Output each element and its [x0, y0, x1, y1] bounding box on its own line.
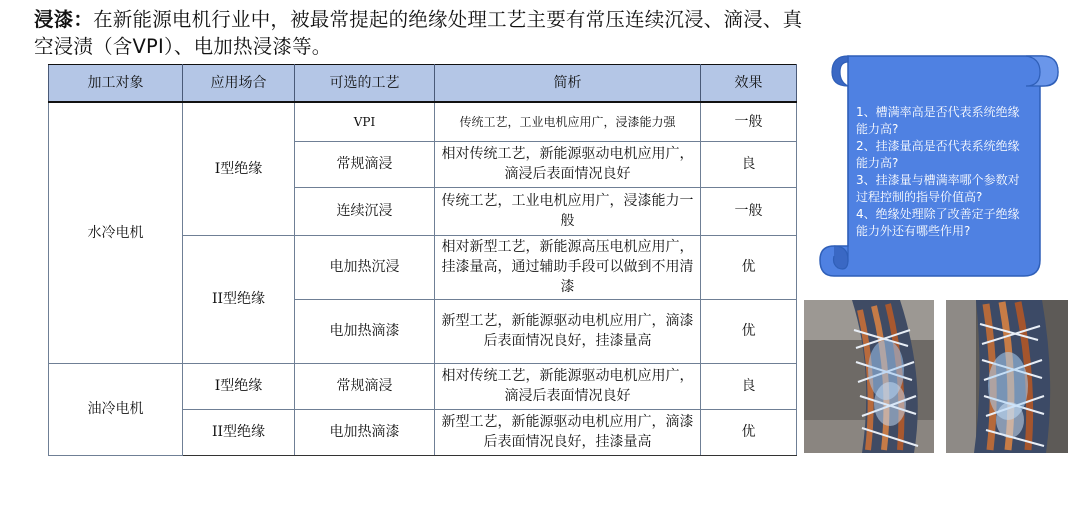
- question-list: [856, 104, 1028, 240]
- effect-cell: 良: [701, 363, 797, 409]
- slide-title: [34, 6, 814, 60]
- analysis-cell: 新型工艺，新能源驱动电机应用广，滴漆后表面情况良好，挂漆量高: [435, 299, 701, 363]
- table-row: [49, 102, 797, 141]
- app-type1-insulation-oil: I型绝缘: [183, 363, 295, 409]
- title-keyword: 浸漆：: [34, 8, 94, 31]
- stator-photo-1-image: [804, 300, 934, 453]
- header-effect: 效果: [701, 65, 797, 103]
- question-item: 2、挂漆量高是否代表系统绝缘能力高?: [856, 139, 1020, 170]
- header-object: 加工对象: [49, 65, 183, 103]
- group-water-cooled: 水冷电机: [49, 102, 183, 363]
- app-type2-insulation: II型绝缘: [183, 235, 295, 363]
- analysis-cell: 相对新型工艺，新能源高压电机应用广，挂漆量高，通过辅助手段可以做到不用清漆: [435, 235, 701, 299]
- process-cell: 电加热滴漆: [295, 299, 435, 363]
- analysis-cell: 传统工艺，工业电机应用广，浸漆能力强: [435, 102, 701, 141]
- process-table: [48, 64, 797, 456]
- question-scroll: [818, 46, 1066, 286]
- process-cell: 电加热滴漆: [295, 409, 435, 455]
- effect-cell: 优: [701, 299, 797, 363]
- process-cell: 常规滴浸: [295, 141, 435, 187]
- effect-cell: 优: [701, 409, 797, 455]
- app-type2-insulation-oil: II型绝缘: [183, 409, 295, 455]
- table-row: [49, 363, 797, 409]
- process-cell: VPI: [295, 102, 435, 141]
- effect-cell: 良: [701, 141, 797, 187]
- process-cell: 连续沉浸: [295, 187, 435, 235]
- table-header-row: [49, 65, 797, 103]
- stator-photo-2-image: [946, 300, 1068, 453]
- analysis-cell: 传统工艺，工业电机应用广，浸漆能力一般: [435, 187, 701, 235]
- process-cell: 电加热沉浸: [295, 235, 435, 299]
- app-type1-insulation: I型绝缘: [183, 102, 295, 235]
- effect-cell: 一般: [701, 102, 797, 141]
- effect-cell: 优: [701, 235, 797, 299]
- header-application: 应用场合: [183, 65, 295, 103]
- effect-cell: 一般: [701, 187, 797, 235]
- group-oil-cooled: 油冷电机: [49, 363, 183, 455]
- analysis-cell: 新型工艺，新能源驱动电机应用广，滴漆后表面情况良好，挂漆量高: [435, 409, 701, 455]
- question-item: 4、绝缘处理除了改善定子绝缘能力外还有哪些作用?: [856, 207, 1020, 238]
- question-item: 1、槽满率高是否代表系统绝缘能力高?: [856, 105, 1020, 136]
- analysis-cell: 相对传统工艺，新能源驱动电机应用广，滴浸后表面情况良好: [435, 363, 701, 409]
- process-cell: 常规滴浸: [295, 363, 435, 409]
- analysis-cell: 相对传统工艺，新能源驱动电机应用广，滴浸后表面情况良好: [435, 141, 701, 187]
- question-item: 3、挂漆量与槽满率哪个参数对过程控制的指导价值高?: [856, 173, 1020, 204]
- stator-photo-1: [804, 300, 934, 453]
- header-process: 可选的工艺: [295, 65, 435, 103]
- title-text: 在新能源电机行业中，被最常提起的绝缘处理工艺主要有常压连续沉浸、滴浸、真空浸渍（含VPI）、电加热浸漆等。: [34, 8, 803, 58]
- header-analysis: 简析: [435, 65, 701, 103]
- stator-photo-2: [946, 300, 1068, 453]
